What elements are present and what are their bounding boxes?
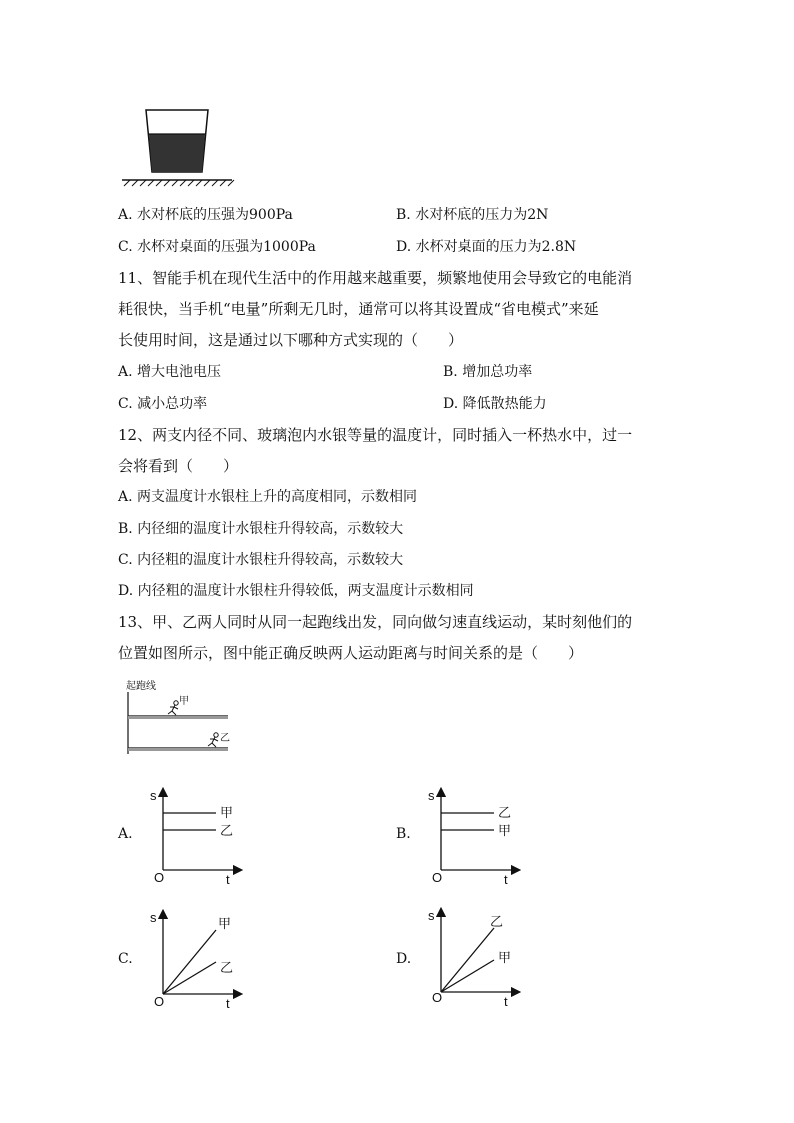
q11-stem-line-2: 耗很快，当手机“电量”所剩无几时，通常可以将其设置成“省电模式”来延 bbox=[118, 300, 599, 318]
graph-option-a[interactable] bbox=[146, 788, 256, 888]
runner-a-icon bbox=[168, 701, 178, 715]
graph-c-shallow-label: 乙 bbox=[220, 960, 234, 975]
q12-option-c[interactable]: C. 内径粗的温度计水银柱升得较高，示数较大 bbox=[118, 552, 404, 568]
graph-option-c[interactable] bbox=[146, 910, 256, 1010]
graph-b-origin: O bbox=[432, 870, 443, 885]
q11-option-c[interactable]: C. 减小总功率 bbox=[118, 396, 208, 412]
graph-b-lower-label: 甲 bbox=[498, 823, 512, 838]
graph-b-upper-label: 乙 bbox=[498, 805, 512, 820]
graph-b-y-label: s bbox=[428, 788, 435, 803]
q12-stem-line-2: 会将看到（ ） bbox=[118, 457, 239, 475]
q13-option-c-label[interactable]: C. bbox=[118, 951, 133, 967]
graph-d-shallow-line bbox=[441, 960, 494, 992]
track-start-label: 起跑线 bbox=[126, 681, 156, 692]
track-figure bbox=[124, 678, 234, 758]
q13-stem-line-2: 位置如图所示，图中能正确反映两人运动距离与时间关系的是（ ） bbox=[118, 644, 584, 662]
graph-c-x-label: t bbox=[226, 996, 230, 1011]
q10-option-b[interactable]: B. 水对杯底的压力为2N bbox=[396, 207, 549, 223]
runner-b-icon bbox=[208, 733, 218, 747]
q10-option-d[interactable]: D. 水杯对桌面的压力为2.8N bbox=[396, 239, 577, 255]
graph-c-steep-label: 甲 bbox=[218, 916, 232, 931]
graph-a-upper-label: 甲 bbox=[220, 805, 234, 820]
q11-stem-line-1: 11、智能手机在现代生活中的作用越来越重要，频繁地使用会导致它的电能消 bbox=[118, 269, 633, 287]
graph-d-shallow-label: 甲 bbox=[498, 950, 512, 965]
graph-option-d[interactable] bbox=[424, 908, 534, 1008]
graph-a-origin: O bbox=[154, 870, 165, 885]
graph-d-steep-line bbox=[441, 928, 494, 992]
graph-a-x-label: t bbox=[226, 872, 230, 887]
q11-option-a[interactable]: A. 增大电池电压 bbox=[118, 364, 222, 380]
q12-stem-line-1: 12、两支内径不同、玻璃泡内水银等量的温度计，同时插入一杯热水中，过一 bbox=[118, 426, 633, 444]
graph-d-steep-label: 乙 bbox=[490, 914, 504, 929]
graph-d-y-label: s bbox=[428, 908, 435, 923]
graph-a-lower-label: 乙 bbox=[220, 823, 234, 838]
graph-option-b[interactable] bbox=[424, 788, 534, 888]
q11-stem-line-3: 长使用时间，这是通过以下哪种方式实现的（ ） bbox=[118, 331, 464, 349]
q10-option-c[interactable]: C. 水杯对桌面的压强为1000Pa bbox=[118, 239, 316, 255]
runner-a-label: 甲 bbox=[179, 696, 189, 707]
graph-c-steep-line bbox=[163, 930, 216, 994]
runner-b-label: 乙 bbox=[220, 733, 230, 744]
beaker-figure bbox=[118, 108, 238, 188]
q13-option-b-label[interactable]: B. bbox=[396, 826, 411, 842]
graph-d-x-label: t bbox=[504, 994, 508, 1009]
q10-option-a[interactable]: A. 水对杯底的压强为900Pa bbox=[118, 207, 293, 223]
q13-option-a-label[interactable]: A. bbox=[118, 826, 133, 842]
graph-c-y-label: s bbox=[150, 910, 157, 925]
graph-c-shallow-line bbox=[163, 962, 216, 994]
q12-option-d[interactable]: D. 内径粗的温度计水银柱升得较低，两支温度计示数相同 bbox=[118, 583, 474, 599]
graph-b-x-label: t bbox=[504, 872, 508, 887]
q11-option-b[interactable]: B. 增加总功率 bbox=[443, 364, 533, 380]
q12-option-a[interactable]: A. 两支温度计水银柱上升的高度相同，示数相同 bbox=[118, 489, 418, 505]
q11-option-d[interactable]: D. 降低散热能力 bbox=[443, 396, 547, 412]
graph-a-y-label: s bbox=[150, 788, 157, 803]
graph-c-origin: O bbox=[154, 994, 165, 1009]
graph-d-origin: O bbox=[432, 990, 443, 1005]
q13-option-d-label[interactable]: D. bbox=[396, 951, 412, 967]
q12-option-b[interactable]: B. 内径细的温度计水银柱升得较高，示数较大 bbox=[118, 521, 404, 537]
q13-stem-line-1: 13、甲、乙两人同时从同一起跑线出发，同向做匀速直线运动，某时刻他们的 bbox=[118, 613, 633, 631]
